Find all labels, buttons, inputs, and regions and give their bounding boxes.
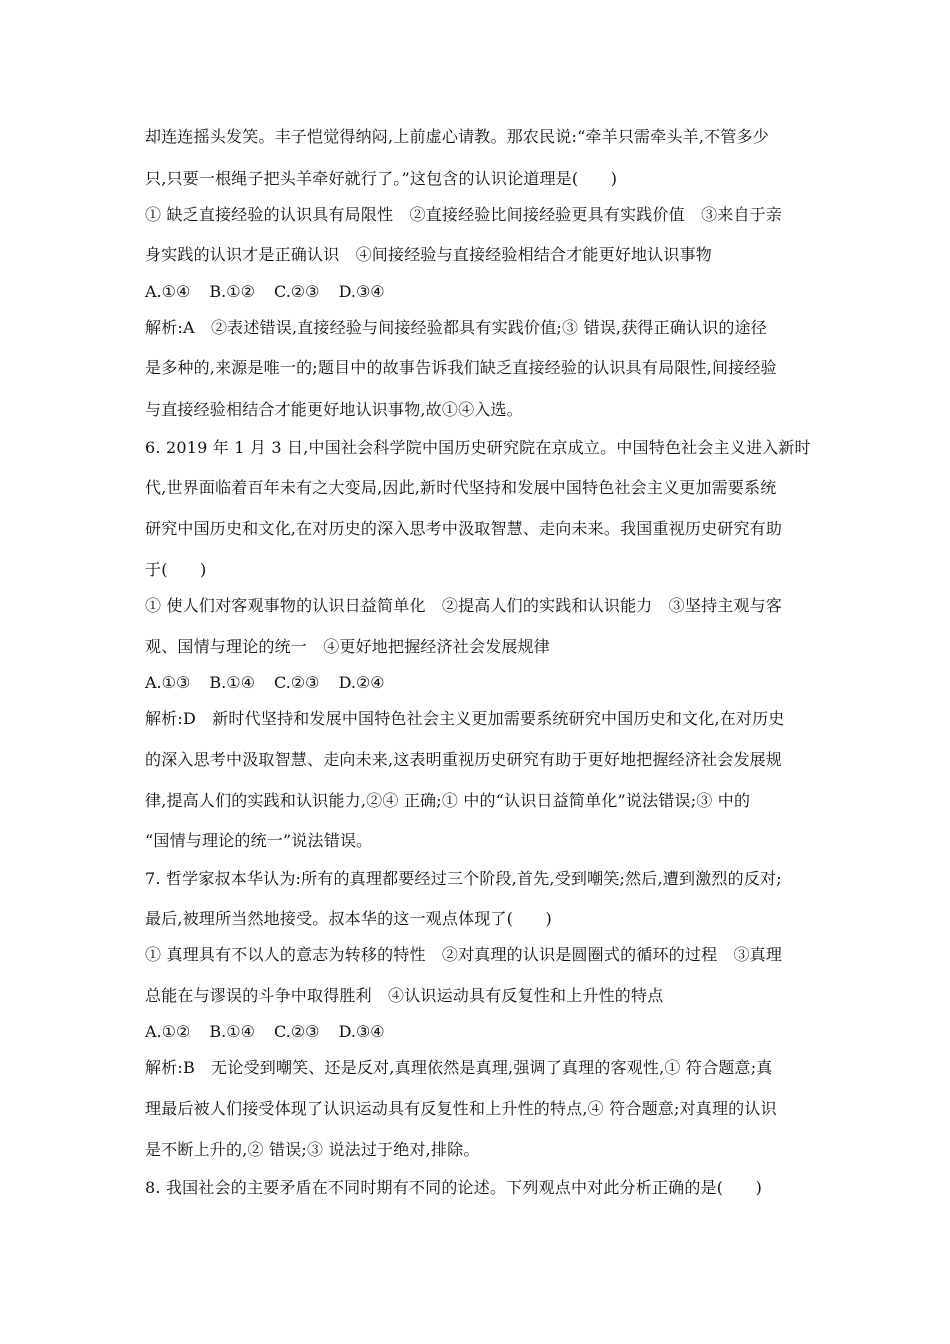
- q6-items-line-2: 观、国情与理论的统一 ④更好地把握经济社会发展规律: [145, 637, 551, 656]
- q7-analysis-line-3: 是不断上升的,② 错误;③ 说法过于绝对,排除。: [145, 1140, 480, 1159]
- q5-analysis-line-1: 解析:A ②表述错误,直接经验与间接经验都具有实践价值;③ 错误,获得正确认识的途径: [145, 318, 767, 337]
- q5-option-a: A.①④: [145, 282, 191, 301]
- q6-stem-line-4: 于( ): [145, 560, 207, 579]
- q7-option-a: A.①②: [145, 1022, 191, 1041]
- q7-options: [145, 1022, 815, 1042]
- q5-option-b: B.①②: [209, 282, 255, 301]
- q7-option-c: C.②③: [274, 1022, 320, 1041]
- q6-analysis-line-4: “国情与理论的统一”说法错误。: [145, 831, 373, 850]
- q5-stem-line-1: 却连连摇头发笑。丰子恺觉得纳闷,上前虚心请教。那农民说:“牵羊只需牵头羊,不管多少: [145, 127, 769, 146]
- q5-items-line-2: 身实践的认识才是正确认识 ④间接经验与直接经验相结合才能更好地认识事物: [145, 245, 713, 264]
- q5-analysis-line-3: 与直接经验相结合才能更好地认识事物,故①④入选。: [145, 400, 523, 419]
- q5-option-d: D.③④: [338, 282, 385, 301]
- q6-stem-line-3: 研究中国历史和文化,在对历史的深入思考中汲取智慧、走向未来。我国重视历史研究有助: [145, 519, 783, 538]
- q7-option-b: B.①④: [209, 1022, 255, 1041]
- q6-options: [145, 673, 815, 693]
- q7-stem-line-1: 7. 哲学家叔本华认为:所有的真理都要经过三个阶段,首先,受到嘲笑;然后,遭到激烈的反对;: [145, 869, 782, 888]
- q7-items-line-2: 总能在与谬误的斗争中取得胜利 ④认识运动具有反复性和上升性的特点: [145, 986, 664, 1005]
- q6-option-c: C.②③: [274, 673, 320, 692]
- q8-stem-line-1: 8. 我国社会的主要矛盾在不同时期有不同的论述。下列观点中对此分析正确的是( ): [145, 1178, 763, 1197]
- q5-stem-line-2: 只,只要一根绳子把头羊牵好就行了。”这包含的认识论道理是( ): [145, 169, 618, 188]
- q6-analysis-line-1: 解析:D 新时代坚持和发展中国特色社会主义更加需要系统研究中国历史和文化,在对历史: [145, 709, 785, 728]
- q6-stem-line-2: 代,世界面临着百年未有之大变局,因此,新时代坚持和发展中国特色社会主义更加需要系统: [145, 478, 777, 497]
- q7-items-line-1: ① 真理具有不以人的意志为转移的特性 ②对真理的认识是圆圈式的循环的过程 ③真理: [145, 945, 783, 964]
- q7-stem-line-2: 最后,被理所当然地接受。叔本华的这一观点体现了( ): [145, 909, 552, 928]
- q6-analysis-line-3: 律,提高人们的实践和认识能力,②④ 正确;① 中的“认识日益简单化”说法错误;③ 中的: [145, 791, 751, 810]
- q6-stem-line-1: 6. 2019 年 1 月 3 日,中国社会科学院中国历史研究院在京成立。中国特色社会主义进入新时: [145, 438, 811, 457]
- q6-option-b: B.①④: [209, 673, 255, 692]
- q5-options: [145, 282, 815, 302]
- q7-analysis-line-2: 理最后被人们接受体现了认识运动具有反复性和上升性的特点,④ 符合题意;对真理的认识: [145, 1099, 777, 1118]
- q5-analysis-line-2: 是多种的,来源是唯一的;题目中的故事告诉我们缺乏直接经验的认识具有局限性,间接经验: [145, 358, 777, 377]
- q6-option-d: D.②④: [338, 673, 385, 692]
- q6-option-a: A.①③: [145, 673, 191, 692]
- q6-items-line-1: ① 使人们对客观事物的认识日益简单化 ②提高人们的实践和认识能力 ③坚持主观与客: [145, 596, 783, 615]
- q7-option-d: D.③④: [338, 1022, 385, 1041]
- q5-items-line-1: ① 缺乏直接经验的认识具有局限性 ②直接经验比间接经验更具有实践价值 ③来自于亲: [145, 205, 783, 224]
- q5-option-c: C.②③: [274, 282, 320, 301]
- q6-analysis-line-2: 的深入思考中汲取智慧、走向未来,这表明重视历史研究有助于更好地把握经济社会发展规: [145, 750, 783, 769]
- q7-analysis-line-1: 解析:B 无论受到嘲笑、还是反对,真理依然是真理,强调了真理的客观性,① 符合题意;真: [145, 1058, 773, 1077]
